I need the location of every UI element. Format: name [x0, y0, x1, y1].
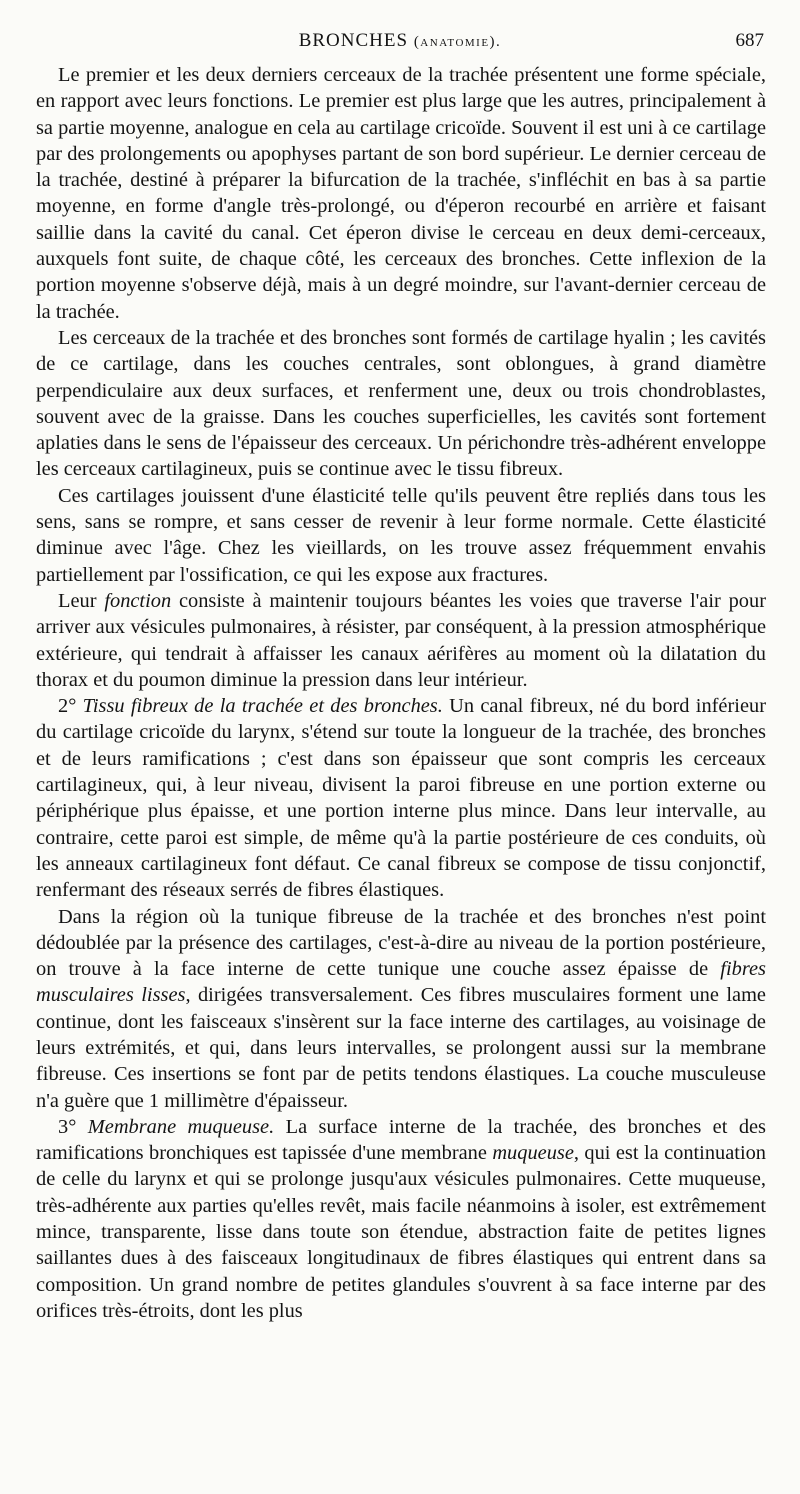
section-heading-fibrous-tissue: Tissu fibreux de la trachée et des bronches.: [82, 695, 443, 718]
section-number: 2°: [58, 695, 83, 718]
paragraph-hyaline-cartilage: Les cerceaux de la trachée et des bronches sont formés de cartilage hyalin ; les cavités de ce cartilage, dans les couches centrales, sont oblongues, à grand diamètre perpendiculaire aux deux surfaces, et renferment une, deux ou trois chondroblastes, souvent avec de la graisse. Dans les couches superficielles, les cavités sont fortement aplaties dans le sens de l'épaisseur des cerceaux. Un périchondre très-adhérent enveloppe les cerceaux cartilagineux, puis se continue avec le tissu fibreux.: [36, 326, 766, 481]
paragraph-first-last-rings: Le premier et les deux derniers cerceaux de la trachée présentent une forme spéciale, en rapport avec leurs fonctions. Le premier est plus large que les autres, principalement à sa partie moyenne, analogue en cela au cartilage cricoïde. Souvent il est uni à ce cartilage par des prolongements ou apophyses partant de son bord supérieur. Le dernier cerceau de la trachée, destiné à préparer la bifurcation de la trachée, s'infléchit en bas à sa partie moyenne, en forme d'angle très-prolongé, ou d'éperon recourbé en arrière et faisant saillie dans la cavité du canal. Cet éperon divise le cerceau en deux demi-cerceaux, auxquels font suite, de chaque côté, les cerceaux des bronches. Cette inflexion de la portion moyenne s'observe déjà, mais à un degré moindre, sur l'avant-dernier cerceau de la trachée.: [36, 64, 766, 323]
paragraph-smooth-muscle: Dans la région où la tunique fibreuse de la trachée et des bronches n'est point dédoublée par la présence des cartilages, c'est-à-dire au niveau de la portion postérieure, on trouve à la face interne de cette tunique une couche assez épaisse de fibres musculaires lisses, dirigées transversalement. Ces fibres musculaires forment une lame continue, dont les faisceaux s'insèrent sur la face interne des cartilages, au voisinage de leurs extrémités, et qui, dans leurs intervalles, se prolongent aussi sur la membrane fibreuse. Ces insertions se font par de petits tendons élastiques. La couche musculeuse n'a guère que 1 millimètre d'épaisseur.: [36, 905, 766, 1112]
paragraph-fibrous-tissue: 2° Tissu fibreux de la trachée et des bronches. Un canal fibreux, né du bord inférieur du cartilage cricoïde du larynx, s'étend sur toute la longueur de la trachée, des bronches et de leurs ramifications ; c'est dans son épaisseur que sont compris les cerceaux cartilagineux, qui, à leur niveau, divisent la paroi fibreuse en une portion externe ou périphérique plus épaisse, et une portion interne plus mince. Dans leur intervalle, au contraire, cette paroi est simple, de même qu'à la partie postérieure de ces conduits, où les anneaux cartilagineux font défaut. Ce canal fibreux se compose de tissu conjonctif, renfermant des réseaux serrés de fibres élastiques.: [36, 695, 766, 902]
paragraph-elasticity: Ces cartilages jouissent d'une élasticité telle qu'ils peuvent être repliés dans tous les sens, sans se rompre, et sans cesser de revenir à leur forme normale. Cette élasticité diminue avec l'âge. Chez les vieillards, on les trouve assez fréquemment envahis partiellement par l'ossification, ce qui les expose aux fractures.: [36, 484, 766, 586]
page-number: 687: [735, 30, 764, 51]
section-number: 3°: [58, 1115, 88, 1138]
paragraph-mucous-membrane: 3° Membrane muqueuse. La surface interne de la trachée, des bronches et des ramifications bronchiques est tapissée d'une membrane muqueuse, qui est la continuation de celle du larynx et qui se prolonge jusqu'aux vésicules pulmonaires. Cette muqueuse, très-adhérente aux parties qu'elles revêt, mais facile néanmoins à isoler, est extrêmement mince, transparente, lisse dans toute son étendue, abstraction faite de petites lignes saillantes dues à des faisceaux longitudinaux de fibres élastiques qui entrent dans sa composition. Un grand nombre de petites glandules s'ouvrent à sa face interne par des orifices très-étroits, dont les plus: [36, 1115, 767, 1322]
running-header: [36, 30, 764, 60]
text-body: [36, 62, 766, 1324]
section-heading-mucous-membrane: Membrane muqueuse.: [87, 1115, 275, 1138]
header-title: BRONCHES: [298, 30, 409, 51]
emphasis-fonction: fonction: [104, 589, 172, 612]
emphasis-muqueuse: muqueuse: [492, 1142, 574, 1165]
paragraph-function: Leur fonction consiste à maintenir toujours béantes les voies que traverse l'air pour arriver aux vésicules pulmonaires, à résister, par conséquent, à la pression atmosphérique extérieure, qui tendrait à affaisser les canaux aérifères au moment où la dilatation du thorax et du poumon diminue la pression dans leur intérieur.: [36, 589, 766, 691]
running-title: [36, 30, 764, 52]
emphasis-fibres-musculaires: fibres musculaires lisses: [36, 958, 766, 1007]
header-subtitle: (anatomie).: [413, 34, 502, 50]
